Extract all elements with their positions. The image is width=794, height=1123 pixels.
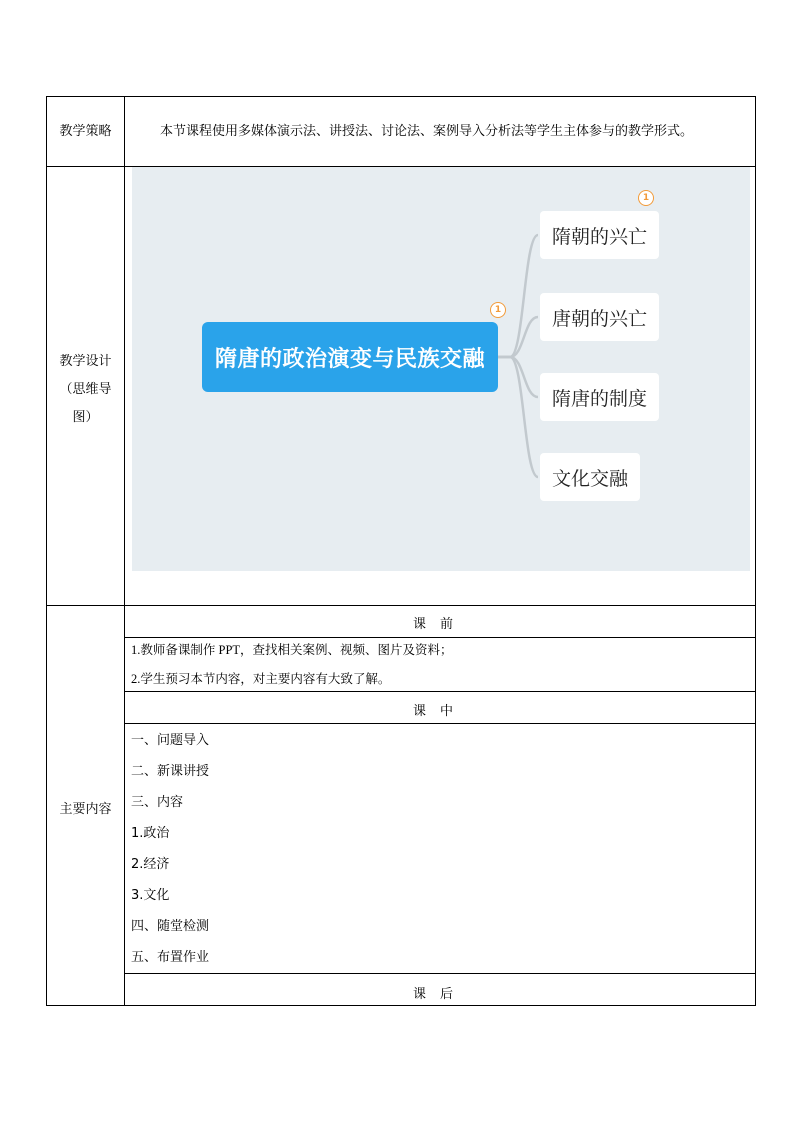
connector-lines — [498, 235, 538, 477]
row-divider — [124, 723, 755, 724]
strategy-content: 本节课程使用多媒体演示法、讲授法、讨论法、案例导入分析法等学生主体参与的教学形式。 — [160, 124, 694, 139]
row-divider — [47, 605, 755, 606]
design-label-line: 教学设计 — [59, 354, 112, 369]
mind-map-child-node: 隋唐的制度 — [540, 373, 659, 421]
design-label — [47, 348, 124, 432]
connector-line-4 — [498, 357, 538, 477]
during-class-header: 课中 — [412, 704, 467, 719]
before-item: 2.学生预习本节内容，对主要内容有大致了解。 — [131, 672, 391, 686]
during-item: 三、内容 — [131, 795, 184, 810]
after-class-header: 课后 — [412, 987, 467, 1002]
before-class-header: 课前 — [412, 617, 467, 632]
during-item: 3.文化 — [131, 888, 170, 903]
during-item: 1.政治 — [131, 826, 170, 841]
design-label-line: （思维导 — [59, 382, 112, 397]
row-divider — [124, 973, 755, 974]
mind-map — [132, 167, 750, 571]
during-item: 一、问题导入 — [131, 733, 210, 748]
row-divider — [124, 691, 755, 692]
lesson-plan-table — [46, 96, 756, 1006]
mind-map-child-node: 文化交融 — [540, 453, 640, 501]
row-divider — [124, 637, 755, 638]
mind-map-child-node: 唐朝的兴亡 — [540, 293, 659, 341]
during-item: 2.经济 — [131, 857, 170, 872]
mind-map-center-node: 隋唐的政治演变与民族交融 — [202, 322, 498, 392]
design-label-line: 图） — [72, 410, 99, 425]
content-label: 主要内容 — [59, 802, 112, 817]
connector-line-1 — [498, 235, 538, 357]
mind-map-child-node: 隋朝的兴亡 — [540, 211, 659, 259]
before-item: 1.教师备课制作 PPT，查找相关案例、视频、图片及资料； — [131, 643, 453, 657]
during-item: 四、随堂检测 — [131, 919, 210, 934]
strategy-label: 教学策略 — [59, 124, 112, 139]
during-item: 五、布置作业 — [131, 950, 210, 965]
column-divider — [124, 97, 125, 1005]
during-item: 二、新课讲授 — [131, 764, 210, 779]
center-badge: 1 — [490, 302, 506, 318]
child-badge: 1 — [638, 190, 654, 206]
